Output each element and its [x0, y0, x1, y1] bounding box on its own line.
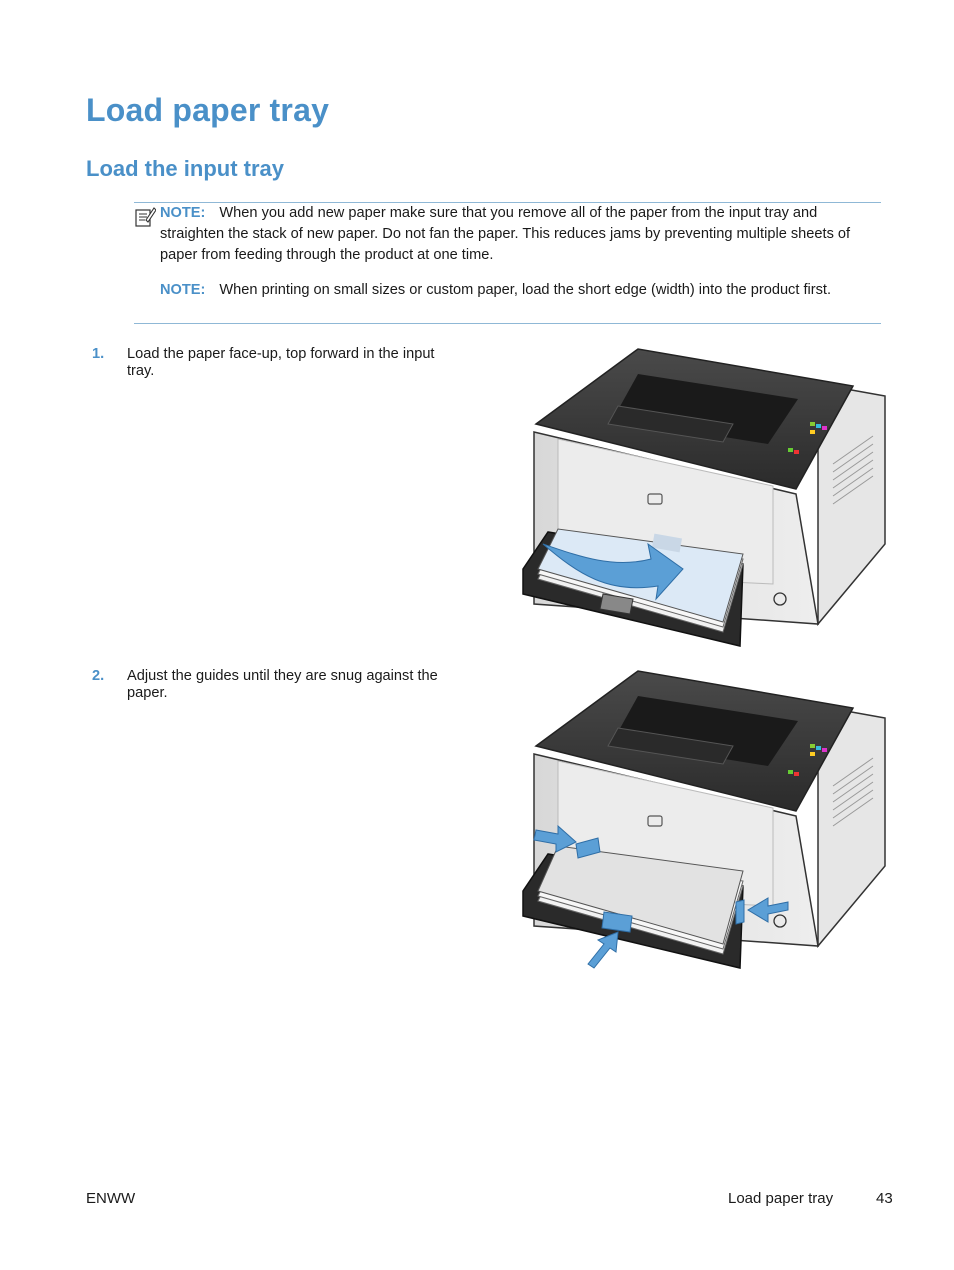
- arrow-icon: [588, 932, 618, 968]
- printer-illustration-load-paper: [518, 344, 890, 654]
- step-text: Load the paper face-up, top forward in the input tray.: [127, 346, 435, 379]
- note-text: When printing on small sizes or custom paper, load the short edge (width) into the product first.: [219, 282, 832, 298]
- page-title: Load paper tray: [86, 92, 330, 128]
- step-number: 2.: [92, 668, 105, 684]
- printer-illustration-adjust-guides: [518, 666, 890, 976]
- note-label: NOTE:: [160, 205, 206, 221]
- notes-box: [134, 202, 881, 324]
- footer-section: Load paper tray: [728, 1190, 834, 1207]
- step-number: 1.: [92, 346, 105, 362]
- note-1: [160, 203, 882, 266]
- note-label: NOTE:: [160, 282, 206, 298]
- footer-left: ENWW: [86, 1190, 136, 1207]
- page-number: 43: [876, 1190, 893, 1207]
- step-text: Adjust the guides until they are snug against the paper.: [127, 668, 438, 701]
- note-2: [160, 280, 882, 301]
- note-text: When you add new paper make sure that you remove all of the paper from the input tray and straighten the stack of new paper. Do not fan the paper. This reduces jams by preventing multiple sheets of paper from feeding through the product at one time.: [160, 205, 851, 263]
- section-title: Load the input tray: [86, 156, 284, 181]
- note-icon: [134, 206, 156, 228]
